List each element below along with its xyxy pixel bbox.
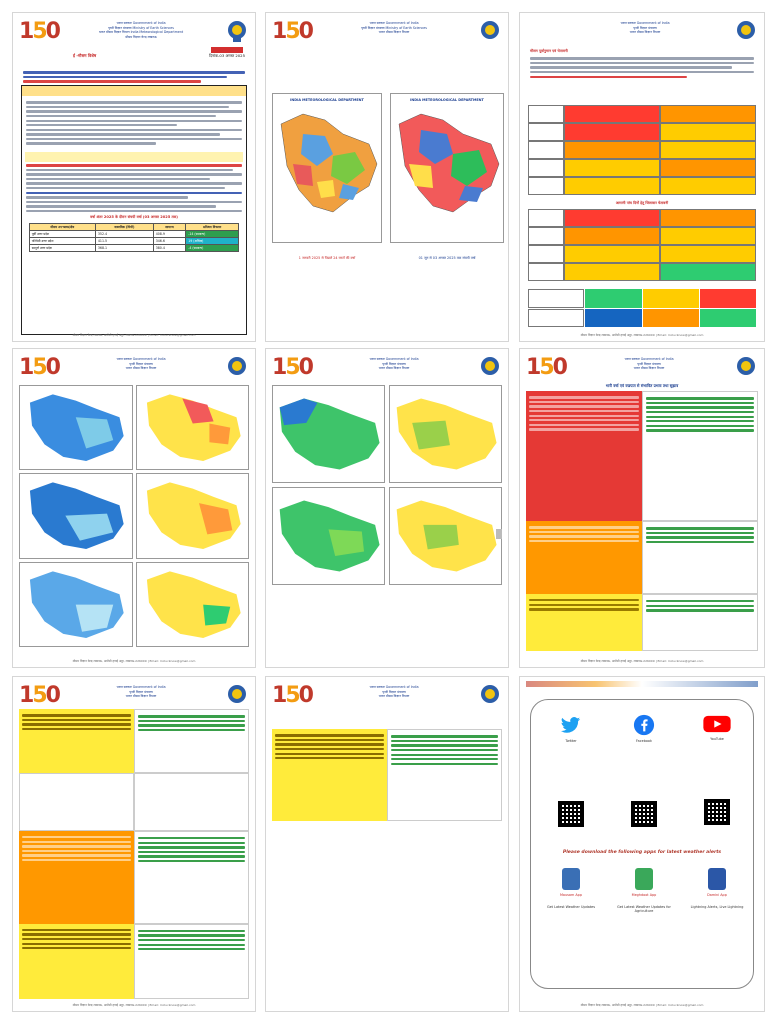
page-6: 150 भारत सरकार Government of India पृथ्वी विज्ञान मंत्रालय भारत मौसम विज्ञान विभाग भारी वर्षा एवं वज्रपात से संभावित प्रभाव तथा सुझाव मौसम विज्ञान केन्द्र लखनऊ, अमौसी हवाई अड्डा, लखनऊ-226009 | Email: mclucknow@gmail.com [519, 348, 765, 668]
intro-text [23, 69, 245, 85]
table-row: पश्चिमी उत्तर प्रदेश 411.5 346.6 19 (अधिक) [29, 238, 239, 245]
youtube-qr-code [704, 799, 730, 825]
forecast-maps-grid [19, 385, 249, 647]
forecast-map [272, 385, 385, 483]
imd-emblem-icon [480, 19, 500, 43]
imd-150-logo: 150 [272, 19, 312, 44]
page-4: 150 भारत सरकार Government of India पृथ्वी विज्ञान मंत्रालय भारत मौसम विज्ञान विभाग मौसम विज्ञान केन्द्र लखनऊ, अमौसी हवाई अड्डा, लखनऊ-226009 | Email: mclucknow@gmail.com [12, 348, 256, 668]
forecast-map [19, 385, 133, 470]
imd-emblem-icon [736, 19, 756, 43]
meghdoot-app-icon [635, 868, 653, 890]
page-1 [12, 12, 256, 342]
summary-box [21, 85, 247, 335]
imd-150-logo: 150 [19, 683, 59, 708]
forecast-map [136, 473, 250, 558]
page-footer: मौसम विज्ञान केन्द्र लखनऊ, अमौसी हवाई अड्डा, लखनऊ-226009 | Email: mclucknow@gmail.com [72, 333, 196, 337]
page-9: Twitter Facebook YouTube Please download the following apps for latest weather alerts Mausam App Get Latest Weather Updates Meghdoot App Get Latest Weather Updates for Agriculture Damini App Lightning Alerts, Live Lightning मौसम विज्ञान केन्द्र लखनऊ, अमौसी हवाई अड्डा, लखनऊ-226009 | Email: mclucknow@gmail.com [519, 676, 765, 1012]
rainfall-map-2: INDIA METEOROLOGICAL DEPARTMENT [390, 93, 504, 243]
page-3: भारत सरकार Government of India पृथ्वी विज्ञान मंत्रालय भारत मौसम विज्ञान विभाग मौसम पूर्वानुमान एवं चेतावनी आगामी पांच दिनों हेतु जिलावार चेतावनी मौसम विज्ञान केन्द्र लखनऊ, अमौसी हवाई अड्डा, लखनऊ-226009 | Email: mclucknow@gmail.com [519, 12, 765, 342]
imd-emblem-icon [480, 355, 500, 379]
map-caption-1: 1 जनवरी 2025 से पिछले 24 घण्टों की वर्षा [298, 256, 356, 260]
red-stamp [211, 47, 243, 53]
table-row: पूर्वी उत्तर प्रदेश 352.4 408.9 -14 (सामान्य) [29, 231, 239, 238]
twitter-qr-code [558, 801, 584, 827]
warning-title: आगामी पांच दिनों हेतु जिलावार चेतावनी [615, 201, 669, 205]
forecast-table [528, 105, 756, 195]
youtube-block[interactable]: YouTube [687, 714, 747, 825]
page-header: 150 भारत सरकार Government of India पृथ्वी विज्ञान मंत्रालय Ministry of Earth Sciences भारत मौसम विज्ञान विभाग [266, 13, 508, 53]
table-row: सम्पूर्ण उत्तर प्रदेश 368.1 380.4 -4 (सामान्य) [29, 245, 239, 252]
page-8: 150 भारत सरकार Government of India पृथ्वी विज्ञान मंत्रालय भारत मौसम विज्ञान विभाग [265, 676, 509, 1012]
up-map-cumulative [391, 94, 504, 243]
special-badge: ई -मौसम विशेष [73, 53, 97, 58]
imd-emblem-icon [227, 19, 247, 43]
imd-150-logo: 150 [272, 355, 312, 380]
damini-app-icon [708, 868, 726, 890]
download-apps-text: Please download the following apps for latest weather alerts [562, 850, 722, 855]
imd-150-logo: 150 [19, 19, 59, 44]
forecast-map [136, 385, 250, 470]
facebook-block[interactable]: Facebook [614, 714, 674, 827]
warning-table [528, 209, 756, 281]
twitter-block[interactable]: Twitter [541, 714, 601, 827]
legend-table [528, 289, 756, 327]
mausam-app[interactable]: Mausam App Get Latest Weather Updates [541, 868, 601, 909]
imd-emblem-icon [227, 355, 247, 379]
facebook-icon [633, 714, 655, 736]
forecast-map [389, 385, 502, 483]
imd-emblem-icon [480, 683, 500, 707]
impact-table [526, 391, 758, 651]
map-caption-2: 01 जून से 03 अगस्त 2025 तक संचयी वर्षा [418, 256, 476, 260]
forecast-map [19, 562, 133, 647]
damini-app[interactable]: Damini App Lightning Alerts, Live Lightning [687, 868, 747, 909]
meghdoot-app[interactable]: Meghdoot App Get Latest Weather Updates for Agriculture [614, 868, 674, 913]
page-5: 150 भारत सरकार Government of India पृथ्वी विज्ञान मंत्रालय भारत मौसम विज्ञान विभाग [265, 348, 509, 668]
forecast-map [136, 562, 250, 647]
page-edge-marker [496, 529, 502, 539]
impact-table-cont [19, 709, 249, 999]
page-2 [265, 12, 509, 342]
imd-emblem-icon [227, 683, 247, 707]
forecast-maps-grid [272, 385, 502, 585]
twitter-icon [560, 714, 582, 736]
imd-150-logo: 150 [526, 355, 566, 380]
rainfall-map-1: INDIA METEOROLOGICAL DEPARTMENT [272, 93, 382, 243]
top-banner [526, 681, 758, 687]
forecast-heading: मौसम पूर्वानुमान एवं चेतावनी [530, 49, 568, 53]
youtube-icon [702, 714, 732, 734]
date-label: दिनांक-03 अगस्त 2025 [209, 53, 245, 58]
imd-150-logo: 150 [272, 683, 312, 708]
cumulative-subtitle: वर्षा अंतर 2025 के दौरान संचयी वर्षा (03 अगस्त 2025 तक) [90, 215, 178, 220]
social-card [530, 699, 754, 989]
forecast-map [272, 487, 385, 585]
rainfall-table: मौसम उप-खण्ड/क्षेत्र वास्तविक (मिमी) सामान्य प्रतिशत विचलन पूर्वी उत्तर प्रदेश 352.4 408.9 -14 (सामान्य) पश्चिमी उत्तर प्रदेश 411.5 346.6 19 (अधिक) सम्पूर्ण उत्तर प्रदेश 368.1 380.4 -4 (सामान्य) [29, 223, 240, 252]
up-map-daily [273, 94, 382, 243]
impact-table-end [272, 729, 502, 821]
forecast-map [389, 487, 502, 585]
page-7: 150 भारत सरकार Government of India पृथ्वी विज्ञान मंत्रालय भारत मौसम विज्ञान विभाग मौसम विज्ञान केन्द्र लखनऊ, अमौसी हवाई अड्डा, लखनऊ-226009 | Email: mclucknow@gmail.com [12, 676, 256, 1012]
imd-emblem-icon [736, 355, 756, 379]
forecast-map [19, 473, 133, 558]
mausam-app-icon [562, 868, 580, 890]
impact-heading: भारी वर्षा एवं वज्रपात से संभावित प्रभाव तथा सुझाव [605, 383, 679, 388]
header-text: भारत सरकार Government of India पृथ्वी विज्ञान मंत्रालय Ministry of Earth Sciences भारत मौसम विज्ञान विभाग India Meteorological Department मौसम विज्ञान केन्द्र लखनऊ [98, 21, 184, 39]
imd-150-logo: 150 [19, 355, 59, 380]
facebook-qr-code [631, 801, 657, 827]
